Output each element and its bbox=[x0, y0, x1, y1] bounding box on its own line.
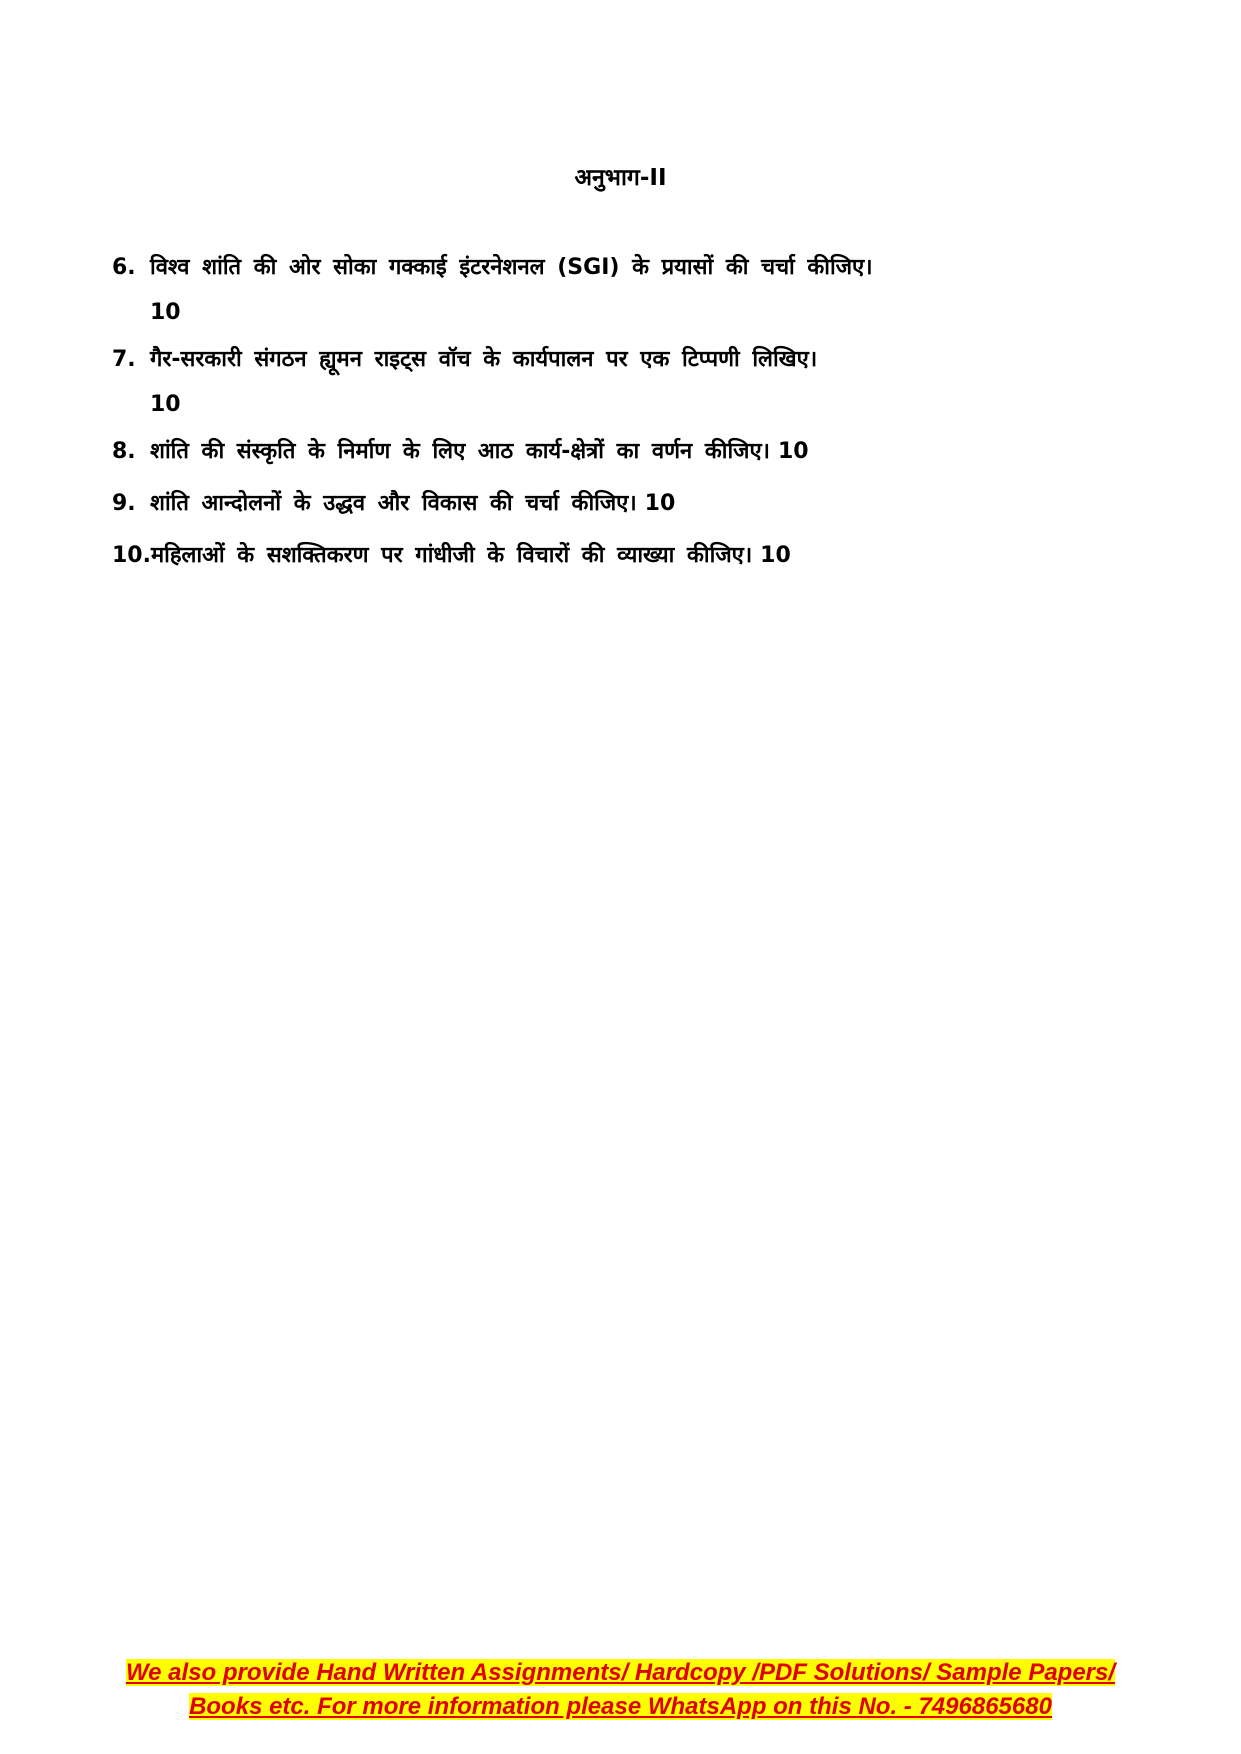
question-text: शांति आन्दोलनों के उद्धव और विकास की चर्चा कीजिए। bbox=[150, 491, 637, 516]
promo-line-1: We also provide Hand Written Assignments/ Hardcopy /PDF Solutions/ Sample Papers/ bbox=[125, 1659, 1116, 1686]
question-text: विश्व शांति की ओर सोका गक्काई इंटरनेशनल (SGI) के प्रयासों की चर्चा कीजिए। bbox=[150, 255, 873, 280]
promo-line-2: Books etc. For more information please WhatsApp on this No. - 7496865680 bbox=[189, 1693, 1052, 1720]
question-marks: 10 bbox=[644, 491, 676, 516]
question-number: 10. bbox=[112, 543, 151, 568]
question-text: महिलाओं के सशक्तिकरण पर गांधीजी के विचारों की व्याख्या कीजिए। bbox=[150, 543, 753, 568]
question-9 bbox=[112, 481, 1104, 526]
promo-footer bbox=[0, 1656, 1241, 1724]
question-6 bbox=[112, 245, 1104, 335]
section-heading: अनुभाग-II bbox=[574, 165, 667, 191]
question-marks: 10 bbox=[150, 300, 181, 325]
question-8 bbox=[112, 429, 1104, 474]
question-marks: 10 bbox=[777, 439, 809, 464]
question-text: गैर-सरकारी संगठन ह्यूमन राइट्स वॉच के कार्यपालन पर एक टिप्पणी लिखिए। bbox=[150, 347, 818, 372]
question-marks: 10 bbox=[150, 392, 181, 417]
question-number: 9. bbox=[112, 491, 136, 516]
question-marks: 10 bbox=[760, 543, 791, 568]
question-number: 6. bbox=[112, 255, 136, 280]
question-10 bbox=[112, 533, 1104, 578]
question-7 bbox=[112, 337, 1104, 427]
question-number: 8. bbox=[112, 439, 136, 464]
question-text: शांति की संस्कृति के निर्माण के लिए आठ कार्य-क्षेत्रों का वर्णन कीजिए। bbox=[150, 439, 770, 464]
question-number: 7. bbox=[112, 347, 136, 372]
